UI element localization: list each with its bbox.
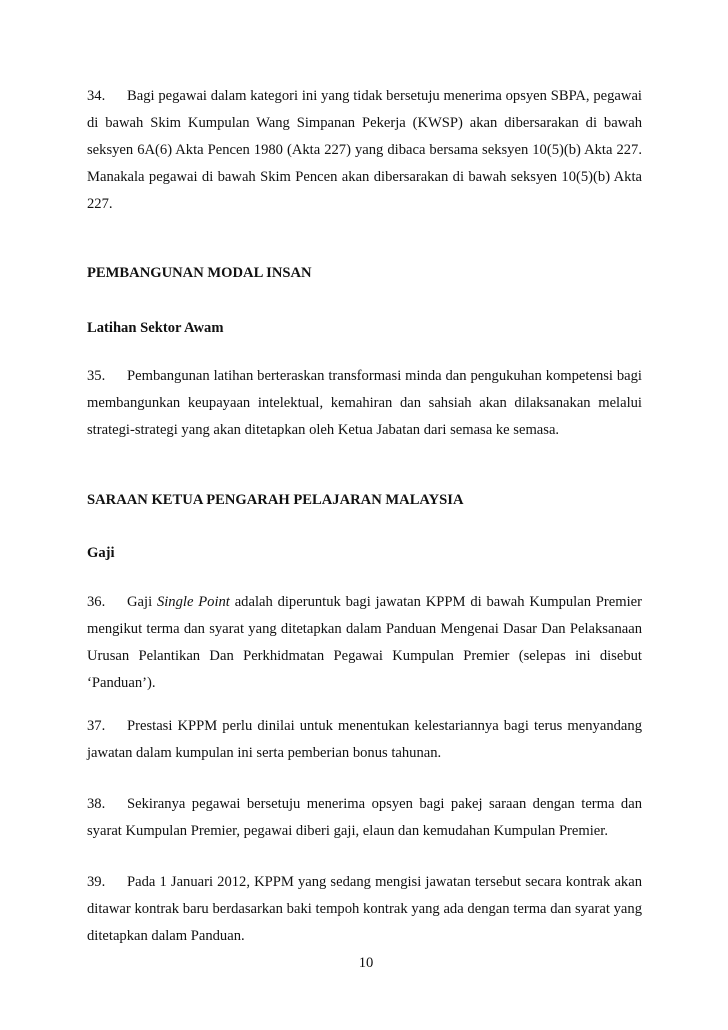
section-heading-modal-insan: PEMBANGUNAN MODAL INSAN bbox=[87, 265, 312, 281]
paragraph-text-italic: Single Point bbox=[156, 594, 230, 610]
paragraph-38 bbox=[87, 791, 642, 845]
paragraph-36 bbox=[87, 589, 642, 697]
paragraph-text-end: adalah diperuntuk bagi jawatan KPPM di bawah Kumpulan Premier mengikut terma dan syarat yang ditetapkan dalam Panduan Mengenai Dasar Dan Pelaksanaan Urusan Pelantikan Dan Perkhidmatan Pegawai Kumpulan Premier (selepas ini disebut ‘Panduan’). bbox=[87, 594, 642, 691]
subheading-latihan-sektor-awam: Latihan Sektor Awam bbox=[87, 320, 224, 336]
paragraph-number: 37. bbox=[87, 718, 106, 734]
paragraph-35 bbox=[87, 363, 642, 444]
paragraph-number: 38. bbox=[87, 796, 106, 812]
paragraph-text: Prestasi KPPM perlu dinilai untuk menentukan kelestariannya bagi terus menyandang jawatan dalam kumpulan ini serta pemberian bonus tahunan. bbox=[87, 718, 642, 761]
paragraph-text: Bagi pegawai dalam kategori ini yang tidak bersetuju menerima opsyen SBPA, pegawai di bawah Skim Kumpulan Wang Simpanan Pekerja (KWSP) akan dibersarakan di bawah seksyen 6A(6) Akta Pencen 1980 (Akta 227) yang dibaca bersama seksyen 10(5)(b) Akta 227. Manakala pegawai di bawah Skim Pencen akan dibersarakan di bawah seksyen 10(5)(b) Akta 227. bbox=[87, 88, 642, 212]
section-heading-saraan: SARAAN KETUA PENGARAH PELAJARAN MALAYSIA bbox=[87, 492, 464, 508]
paragraph-text-start: Gaji bbox=[127, 594, 157, 610]
paragraph-text: Pada 1 Januari 2012, KPPM yang sedang mengisi jawatan tersebut secara kontrak akan ditawar kontrak baru berdasarkan baki tempoh kontrak yang ada dengan terma dan syarat yang ditetapkan dalam Panduan. bbox=[87, 874, 642, 944]
paragraph-34 bbox=[87, 83, 642, 218]
paragraph-37 bbox=[87, 713, 642, 767]
paragraph-number: 36. bbox=[87, 594, 106, 610]
paragraph-text: Sekiranya pegawai bersetuju menerima opsyen bagi pakej saraan dengan terma dan syarat Kumpulan Premier, pegawai diberi gaji, elaun dan kemudahan Kumpulan Premier. bbox=[87, 796, 642, 839]
paragraph-number: 35. bbox=[87, 368, 106, 384]
subheading-gaji: Gaji bbox=[87, 545, 115, 561]
paragraph-39 bbox=[87, 869, 642, 950]
paragraph-number: 34. bbox=[87, 88, 106, 104]
page-number: 10 bbox=[358, 955, 374, 971]
paragraph-text: Pembangunan latihan berteraskan transformasi minda dan pengukuhan kompetensi bagi membangunkan keupayaan intelektual, kemahiran dan sahsiah akan dilaksanakan melalui strategi-strategi yang akan ditetapkan oleh Ketua Jabatan dari semasa ke semasa. bbox=[87, 368, 642, 438]
paragraph-number: 39. bbox=[87, 874, 106, 890]
